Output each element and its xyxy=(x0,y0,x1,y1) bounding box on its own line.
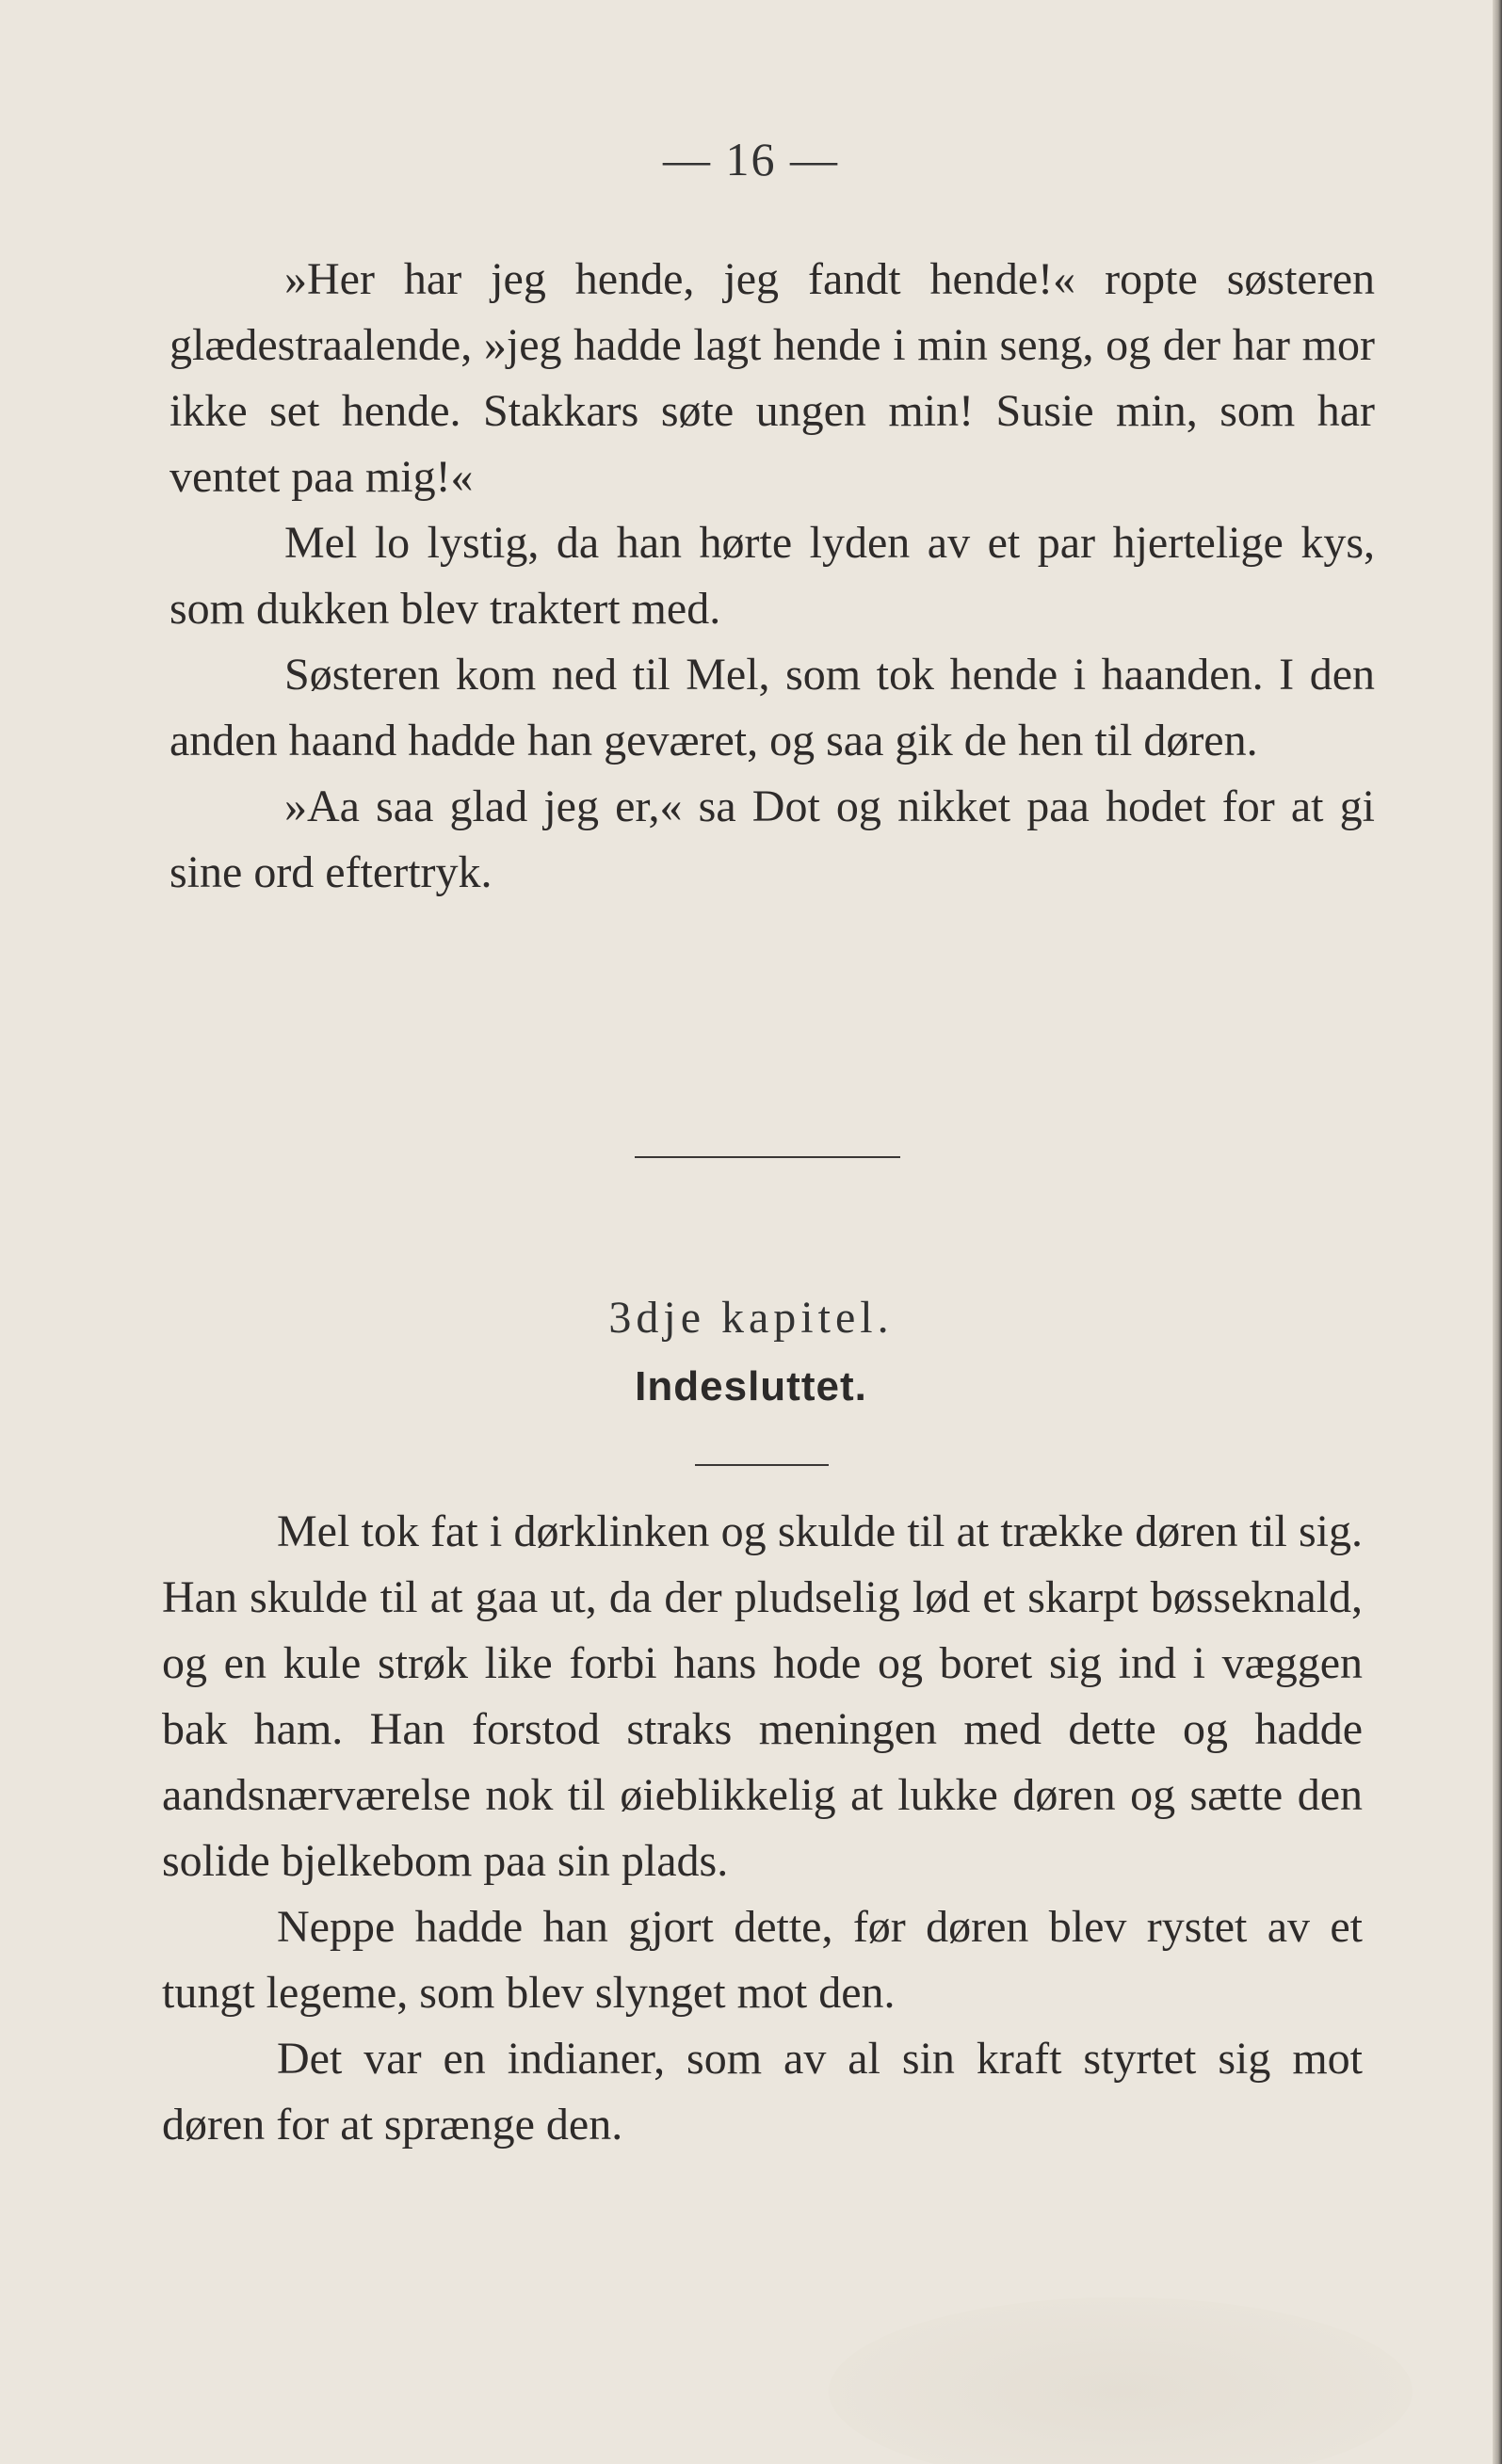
paragraph: Mel tok fat i dørklinken og skulde til at trække døren til sig. Han skulde til at gaa ut, da der pludselig lød et skarpt bøsseknald, og en kule strøk like forbi hans hode og boret sig ind i væggen bak ham. Han forstod straks meningen med dette og hadde aandsnærværelse nok til øieblikkelig at lukke døren og sætte den solide bjelkebom paa sin plads. xyxy=(162,1506,1363,1886)
section-divider xyxy=(635,1156,900,1158)
page-edge xyxy=(1493,0,1502,2464)
text-section-2 xyxy=(162,1499,1363,2158)
page-number: — 16 — xyxy=(663,133,839,185)
chapter-title: Indesluttet. xyxy=(635,1363,867,1409)
paragraph: Søsteren kom ned til Mel, som tok hende i haanden. I den anden haand hadde han geværet, og saa gik de hen til døren. xyxy=(170,650,1375,765)
paragraph: »Her har jeg hende, jeg fandt hende!« ropte søsteren glædestraalende, »jeg hadde lagt hende i min seng, og der har mor ikke set hende. Stakkars søte ungen min! Susie min, som har ventet paa mig!« xyxy=(170,254,1375,502)
paragraph: Mel lo lystig, da han hørte lyden av et par hjertelige kys, som dukken blev traktert med. xyxy=(170,518,1375,634)
paragraph: Neppe hadde han gjort dette, før døren blev rystet av et tungt legeme, som blev slynget mot den. xyxy=(162,1902,1363,2018)
title-divider xyxy=(695,1464,829,1466)
paragraph: Det var en indianer, som av al sin kraft styrtet sig mot døren for at sprænge den. xyxy=(162,2034,1363,2150)
paragraph: »Aa saa glad jeg er,« sa Dot og nikket paa hodet for at gi sine ord eftertryk. xyxy=(170,781,1375,897)
text-section-1 xyxy=(170,247,1375,906)
chapter-number: 3dje kapitel. xyxy=(608,1293,894,1343)
paper-stain xyxy=(829,2297,1413,2464)
